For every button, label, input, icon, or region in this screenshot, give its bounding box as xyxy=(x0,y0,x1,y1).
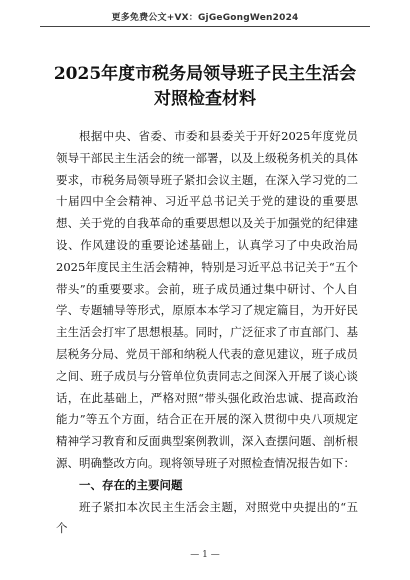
body-paragraph: 根据中央、省委、市委和县委关于开好2025年度党员领导干部民主生活会的统一部署，以及上级税务机关的具体要求，市税务局领导班子紧扣会议主题，在深入学习党的二十届四中全会精神、习近平总书记关于党的建设的重要思想、关于党的自我革命的重要思想以及关于加强党的纪律建设、作风建设的重要论述基础上，认真学习了中央政治局2025年度民主生活会精神，特别是习近平总书记关于“五个带头”的重要要求。会前，班子成员通过集中研讨、个人自学、专题辅导等形式，原原本本学习了规定篇目，为开好民主生活会打牢了思想根基。同时，广泛征求了市直部门、基层税务分局、党员干部和纳税人代表的意见建议，班子成员之间、班子成员与分管单位负责同志之间深入开展了谈心谈话，在此基础上，严格对照“带头强化政治忠诚、提高政治能力”等五个方面，结合正在开展的深入贯彻中央八项规定精神学习教育和反面典型案例教训，深入查摆问题、剖析根源、明确整改方向。现将领导班子对照检查情况报告如下： xyxy=(56,129,358,470)
section-heading: 一、存在的主要问题 xyxy=(79,477,183,492)
document-title xyxy=(40,62,370,112)
title-line-1: 2025年度市税务局领导班子民主生活会 xyxy=(53,64,357,84)
page-number: — 1 — xyxy=(190,550,220,560)
body-paragraph-continued: 班子紧扣本次民主生活会主题，对照党中央提出的“五个 xyxy=(56,499,358,536)
header-divider xyxy=(40,26,370,27)
document-body xyxy=(56,126,358,540)
header-note: 更多免费公文+VX：GjGeGongWen2024 xyxy=(111,13,299,23)
title-line-2: 对照检查材料 xyxy=(154,89,256,109)
